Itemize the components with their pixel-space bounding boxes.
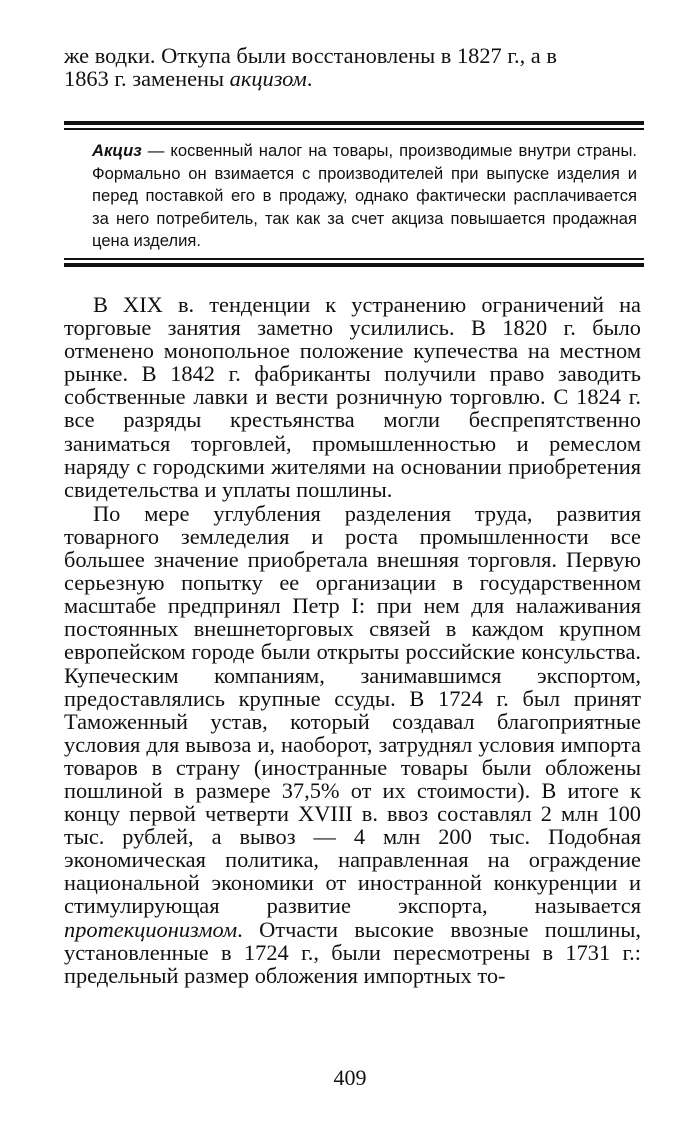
definition-box-bottom-rule-thick [64,263,644,267]
definition-box-bottom-rule-thin [64,258,644,260]
main-text [64,293,641,987]
top-paragraph-line-2-text: 1863 г. заменены [64,66,230,92]
paragraph-1: В XIX в. тенденции к устранению ограничений на торговые занятия заметно усилились. В 1820 г. было отменено монопольное положение купечества на местном рынке. В 1842 г. фабриканты получили право заводить собственные лавки и вести розничную торговлю. С 1824 г. все разряды крестьянства могли беспрепятственно заниматься торговлей, промышленностью и ремеслом наряду с городскими жителями на основании приобретения свидетельства и уплаты пошлины. [64,292,641,502]
definition-text: — косвенный налог на товары, производимые внутри страны. Формально он взимается с производителей при выпуске изделия и перед поставкой его в продажу, однако фактически расплачивается за него потребитель, так как за счет акциза повышается продажная цена изделия. [92,141,637,251]
paragraph-2-text-after: . Отчасти высокие ввозные пошлины, установленные в 1724 г., были пересмотрены в 1731 г.: предельный размер обложения импортных то- [64,916,641,988]
page-number: 409 [333,1065,367,1090]
top-paragraph-line-2-end: . [306,66,313,92]
definition-box [92,140,637,253]
term-protekcionizm: протекционизмом [64,916,238,942]
definition-box-top-rule-thick [64,121,644,125]
paragraph-2 [64,502,641,987]
definition-box-top-rule-thin [64,128,644,130]
paragraph-2-text-before: По мере углубления разделения труда, развития товарного земледелия и роста промышленности все большее значение приобретала внешняя торговля. Первую серьезную попытку ее организации в государственном масштабе предпринял Петр I: при нем для налаживания постоянных внешнеторговых связей в каждом крупном европейском городе были открыты российские консульства. Купеческим компаниям, занимавшимся экспортом, предоставлялись крупные ссуды. В 1724 г. был принят Таможенный устав, который создавал благоприятные условия для вывоза и, наоборот, затруднял условия импорта товаров в страну (иностранные товары были обложены пошлиной в размере 37,5% от их стоимости). В итоге к концу первой четверти XVIII в. ввоз составлял 2 млн 100 тыс. рублей, а вывоз — 4 млн 200 тыс. Подобная экономическая политика, направленная на ограждение национальной экономики от иностранной конкуренции и стимулирующая развитие экспорта, называется [64,500,641,919]
top-paragraph-line-1: же водки. Откупа были восстановлены в 1827 г., а в [64,43,557,68]
top-paragraph [64,44,642,90]
top-paragraph-line-2 [64,67,642,90]
definition-term: Акциз [92,141,142,160]
term-akciz-inline: акцизом [229,66,307,92]
